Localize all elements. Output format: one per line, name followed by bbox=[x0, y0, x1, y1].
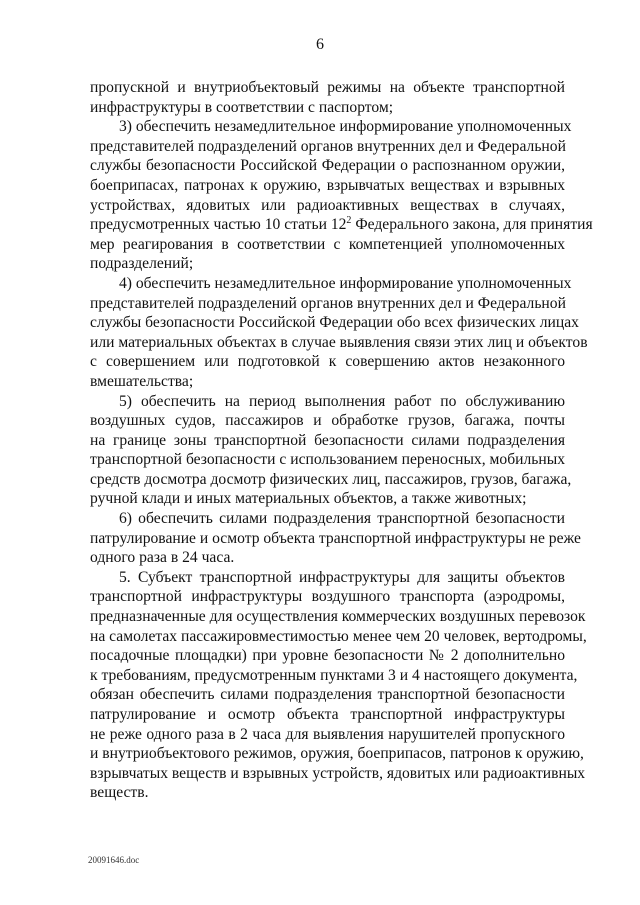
text-line-content: 4) обеспечить незамедлительное информирование уполномоченных bbox=[119, 274, 572, 292]
text-line bbox=[90, 744, 584, 764]
text-line-content: пропускной и внутриобъектовый режимы на объекте транспортной bbox=[90, 79, 565, 96]
text-line bbox=[90, 352, 565, 372]
text-line-content: транспортной безопасности с использованием переносных, мобильных bbox=[90, 451, 565, 469]
text-line-content: патрулирование и осмотр объекта транспортной инфраструктуры bbox=[90, 706, 565, 723]
text-line-content: представителей подразделений органов внутренних дел и Федеральной bbox=[90, 294, 566, 312]
text-line-content: вмешательства; bbox=[90, 372, 194, 390]
text-line-content: 5. Субъект транспортной инфраструктуры для защиты объектов bbox=[119, 568, 565, 586]
text-line bbox=[90, 254, 565, 274]
text-line bbox=[90, 489, 565, 509]
text-line-content: боеприпасах, патронах к оружию, взрывчатых веществах и взрывных bbox=[90, 176, 565, 194]
text-line bbox=[90, 764, 586, 784]
text-line bbox=[90, 235, 565, 255]
text-line-content: обязан обеспечить силами подразделения транспортной безопасности bbox=[90, 686, 565, 704]
text-line-content: не реже одного раза в 2 часа для выявления нарушителей пропускного bbox=[90, 725, 565, 743]
text-line bbox=[90, 627, 587, 647]
text-line bbox=[90, 568, 565, 588]
text-line-content: патрулирование и осмотр объекта транспортной инфраструктуры не реже bbox=[90, 529, 581, 547]
text-line-content: предусмотренных частью 10 статьи 12 bbox=[90, 216, 347, 234]
text-line-content: воздушных судов, пассажиров и обработке грузов, багажа, почты bbox=[90, 412, 565, 430]
text-line bbox=[90, 587, 565, 607]
text-line bbox=[90, 685, 565, 705]
text-line bbox=[90, 450, 565, 470]
text-line-content: устройствах, ядовитых или радиоактивных веществах в случаях, bbox=[90, 196, 565, 214]
text-line-content: ручной клади и иных материальных объектов, а также животных; bbox=[90, 490, 527, 508]
text-line bbox=[90, 509, 565, 529]
text-line-content: инфраструктуры в соответствии с паспортом; bbox=[90, 98, 394, 116]
text-line bbox=[90, 313, 579, 333]
text-line-continuation: Федерального закона, для принятия bbox=[351, 216, 593, 234]
text-line bbox=[90, 78, 565, 98]
text-line-content: службы безопасности Российской Федерации обо всех физических лицах bbox=[90, 314, 579, 332]
text-line-content: или материальных объектах в случае выявления связи этих лиц и объектов bbox=[90, 333, 588, 351]
text-line-content: мер реагирования в соответствии с компетенцией уполномоченных bbox=[90, 235, 565, 253]
text-line bbox=[90, 392, 565, 412]
text-line-content: с совершением или подготовкой к совершению актов незаконного bbox=[90, 353, 565, 371]
text-line-content: службы безопасности Российской Федерации о распознанном оружии, bbox=[90, 157, 565, 175]
text-line bbox=[90, 646, 565, 666]
text-line-content: посадочные площадки) при уровне безопасности № 2 дополнительно bbox=[90, 647, 565, 665]
text-line bbox=[90, 725, 565, 745]
text-line bbox=[90, 666, 578, 686]
text-line-content: транспортной инфраструктуры воздушного транспорта (аэродромы, bbox=[90, 588, 565, 606]
text-line-content: одного раза в 24 часа. bbox=[90, 549, 235, 567]
text-line-content: 3) обеспечить незамедлительное информирование уполномоченных bbox=[119, 118, 572, 136]
text-line bbox=[90, 176, 565, 196]
text-line bbox=[90, 548, 565, 568]
text-line-content: на самолетах пассажировместимостью менее чем 20 человек, вертодромы, bbox=[90, 627, 587, 645]
text-line bbox=[90, 214, 593, 235]
text-line-content: средств досмотра досмотр физических лиц, пассажиров, грузов, багажа, bbox=[90, 470, 572, 488]
text-line bbox=[90, 274, 572, 294]
text-line bbox=[90, 294, 565, 314]
text-line-content: предназначенные для осуществления коммерческих воздушных перевозок bbox=[90, 608, 586, 626]
text-line bbox=[90, 372, 565, 392]
document-body bbox=[90, 78, 593, 803]
text-line bbox=[90, 705, 565, 725]
text-line-content: 5) обеспечить на период выполнения работ по обслуживанию bbox=[119, 392, 565, 410]
text-line bbox=[90, 98, 565, 118]
text-line bbox=[90, 333, 588, 353]
text-line bbox=[90, 137, 565, 157]
text-line bbox=[90, 607, 586, 627]
text-line bbox=[90, 196, 565, 216]
text-line-content: 6) обеспечить силами подразделения транспортной безопасности bbox=[119, 510, 565, 528]
text-line-content: к требованиям, предусмотренным пунктами 3 и 4 настоящего документа, bbox=[90, 666, 578, 684]
text-line bbox=[90, 431, 565, 451]
text-line bbox=[90, 117, 572, 137]
text-line bbox=[90, 411, 565, 431]
text-line-content: подразделений; bbox=[90, 255, 194, 273]
text-line-content: веществ. bbox=[90, 784, 149, 802]
page-number: 6 bbox=[316, 36, 324, 53]
text-line bbox=[90, 156, 565, 176]
text-line-content: и внутриобъектового режимов, оружия, боеприпасов, патронов к оружию, bbox=[90, 745, 584, 763]
superscript: 2 bbox=[346, 214, 352, 226]
text-line-content: взрывчатых веществ и взрывных устройств, ядовитых или радиоактивных bbox=[90, 764, 586, 782]
text-line-content: представителей подразделений органов внутренних дел и Федеральной bbox=[90, 137, 566, 155]
file-name-footer: 20091646.doc bbox=[88, 855, 140, 865]
text-line bbox=[90, 783, 565, 803]
text-line bbox=[90, 470, 572, 490]
text-line bbox=[90, 529, 581, 549]
text-line-content: на границе зоны транспортной безопасности силами подразделения bbox=[90, 431, 565, 449]
